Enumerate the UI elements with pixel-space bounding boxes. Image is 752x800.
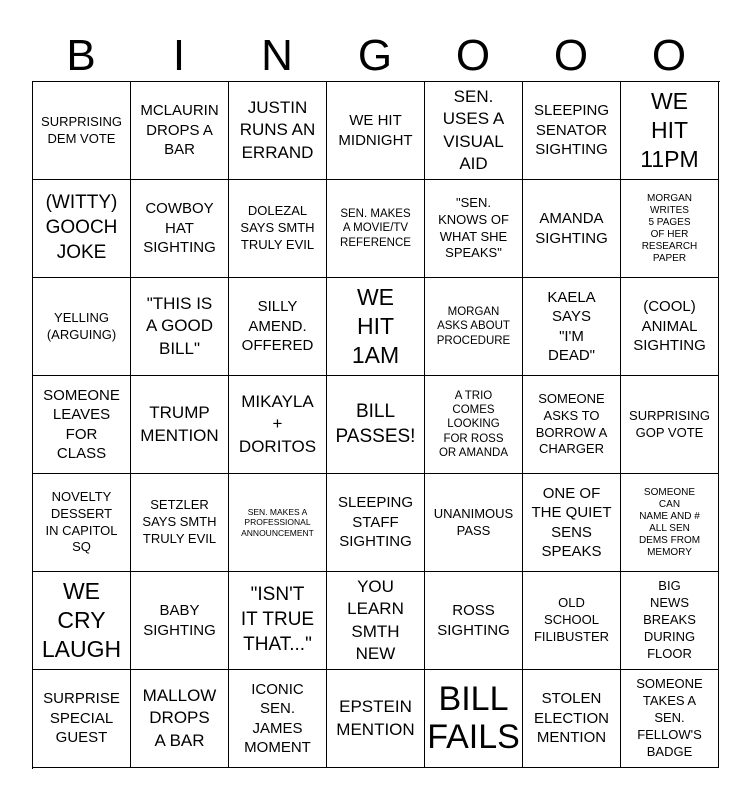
header-letter-o-3: O (651, 31, 687, 80)
bingo-cell[interactable] (33, 82, 131, 180)
cell-text: BILL FAILS (427, 680, 520, 756)
bingo-cell[interactable] (523, 572, 621, 670)
cell-text: SETZLER SAYS SMTH TRULY EVIL (142, 497, 217, 546)
bingo-cell[interactable] (33, 670, 131, 768)
bingo-cell[interactable] (425, 180, 523, 278)
cell-text: MIKAYLA + DORITOS (238, 392, 317, 456)
cell-text: MCLAURIN DROPS A BAR (140, 102, 219, 159)
cell-text: NOVELTY DESSERT IN CAPITOL SQ (45, 488, 118, 555)
bingo-cell[interactable] (327, 474, 425, 572)
cell-text: BABY SIGHTING (143, 602, 216, 639)
bingo-cell[interactable] (131, 180, 229, 278)
cell-text: SILLY AMEND. OFFERED (241, 298, 314, 355)
cell-text: SOMEONE CAN NAME AND # ALL SEN DEMS FROM MEMORY (638, 486, 701, 558)
header-letter-n: N (261, 31, 293, 80)
bingo-cell[interactable] (229, 670, 327, 768)
bingo-cell[interactable] (327, 278, 425, 376)
cell-text: AMANDA SIGHTING (535, 210, 608, 247)
cell-text: UNANIMOUS PASS (433, 505, 514, 538)
cell-text: WE HIT MIDNIGHT (338, 112, 413, 149)
bingo-cell[interactable] (33, 278, 131, 376)
bingo-cell[interactable] (327, 572, 425, 670)
cell-text: WE CRY LAUGH (41, 578, 122, 662)
header-letter-o-2: O (553, 31, 589, 80)
bingo-cell[interactable] (523, 180, 621, 278)
cell-text: STOLEN ELECTION MENTION (533, 690, 609, 747)
cell-text: "ISN'T IT TRUE THAT..." (240, 584, 315, 655)
cell-text: ICONIC SEN. JAMES MOMENT (244, 680, 311, 756)
cell-text: SOMEONE LEAVES FOR CLASS (43, 386, 120, 462)
bingo-cell[interactable] (229, 474, 327, 572)
cell-text: SEN. MAKES A MOVIE/TV REFERENCE (340, 207, 411, 249)
cell-text: WE HIT 11PM (640, 88, 699, 172)
bingo-cell[interactable] (33, 572, 131, 670)
bingo-cell[interactable] (131, 82, 229, 180)
bingo-cell[interactable] (621, 82, 719, 180)
bingo-cell[interactable] (131, 474, 229, 572)
bingo-cell[interactable] (229, 572, 327, 670)
cell-text: SLEEPING STAFF SIGHTING (337, 494, 414, 551)
cell-text: MALLOW DROPS A BAR (142, 686, 217, 750)
cell-text: YELLING (ARGUING) (46, 309, 117, 342)
bingo-cell[interactable] (229, 376, 327, 474)
cell-text: A TRIO COMES LOOKING FOR ROSS OR AMANDA (438, 389, 508, 460)
cell-text: KAELA SAYS "I'M DEAD" (547, 288, 596, 364)
cell-text: SEN. MAKES A PROFESSIONAL ANNOUNCEMENT (241, 507, 314, 538)
bingo-cell[interactable] (523, 82, 621, 180)
bingo-cell[interactable] (131, 670, 229, 768)
bingo-cell[interactable] (425, 572, 523, 670)
bingo-board (32, 81, 720, 769)
bingo-cell[interactable] (327, 180, 425, 278)
cell-text: JUSTIN RUNS AN ERRAND (239, 98, 316, 162)
bingo-cell[interactable] (131, 376, 229, 474)
bingo-cell[interactable] (425, 82, 523, 180)
cell-text: SOMEONE TAKES A SEN. FELLOW'S BADGE (636, 676, 703, 759)
cell-text: SEN. USES A VISUAL AID (442, 87, 505, 173)
bingo-cell[interactable] (327, 376, 425, 474)
cell-text: SURPRISING GOP VOTE (629, 407, 710, 440)
cell-text: TRUMP MENTION (140, 403, 219, 445)
bingo-cell[interactable] (621, 474, 719, 572)
bingo-cell[interactable] (33, 376, 131, 474)
cell-text: DOLEZAL SAYS SMTH TRULY EVIL (240, 203, 315, 252)
header-letter-b: B (66, 31, 96, 80)
bingo-cell[interactable] (327, 670, 425, 768)
bingo-cell[interactable] (523, 278, 621, 376)
cell-text: MORGAN WRITES 5 PAGES OF HER RESEARCH PAPER (641, 192, 698, 264)
cell-text: "SEN. KNOWS OF WHAT SHE SPEAKS" (438, 194, 509, 261)
bingo-cell[interactable] (621, 278, 719, 376)
bingo-cell[interactable] (425, 278, 523, 376)
bingo-cell[interactable] (621, 376, 719, 474)
bingo-cell[interactable] (621, 180, 719, 278)
bingo-cell[interactable] (229, 180, 327, 278)
bingo-cell[interactable] (523, 376, 621, 474)
bingo-cell[interactable] (621, 572, 719, 670)
cell-text: SOMEONE ASKS TO BORROW A CHARGER (535, 390, 608, 457)
bingo-cell[interactable] (131, 278, 229, 376)
bingo-cell[interactable] (33, 474, 131, 572)
bingo-cell[interactable] (523, 474, 621, 572)
cell-text: YOU LEARN SMTH NEW (347, 577, 404, 663)
cell-text: MORGAN ASKS ABOUT PROCEDURE (436, 305, 511, 347)
cell-text: "THIS IS A GOOD BILL" (145, 294, 214, 358)
bingo-cell[interactable] (621, 670, 719, 768)
cell-text: OLD SCHOOL FILIBUSTER (533, 595, 610, 644)
bingo-cell[interactable] (229, 82, 327, 180)
cell-text: BILL PASSES! (335, 400, 416, 447)
bingo-cell[interactable] (425, 474, 523, 572)
header-letter-i: I (172, 31, 186, 80)
cell-text: ROSS SIGHTING (437, 602, 510, 639)
cell-text: SLEEPING SENATOR SIGHTING (533, 102, 610, 159)
bingo-cell[interactable] (33, 180, 131, 278)
bingo-cell[interactable] (229, 278, 327, 376)
cell-text: WE HIT 1AM (351, 284, 400, 368)
bingo-header (32, 30, 718, 82)
cell-text: BIG NEWS BREAKS DURING FLOOR (643, 578, 696, 661)
header-letter-o-1: O (455, 31, 491, 80)
header-letter-g: G (357, 31, 393, 80)
cell-text: COWBOY HAT SIGHTING (143, 200, 216, 257)
cell-text: EPSTEIN MENTION (336, 697, 415, 739)
bingo-cell[interactable] (131, 572, 229, 670)
bingo-cell[interactable] (327, 82, 425, 180)
cell-text: (COOL) ANIMAL SIGHTING (633, 298, 706, 355)
bingo-cell[interactable] (523, 670, 621, 768)
cell-text: SURPRISE SPECIAL GUEST (43, 690, 120, 747)
cell-text: ONE OF THE QUIET SENS SPEAKS (531, 484, 612, 560)
cell-text: SURPRISING DEM VOTE (41, 113, 122, 146)
bingo-cell[interactable] (425, 670, 523, 768)
bingo-cell[interactable] (425, 376, 523, 474)
cell-text: (WITTY) GOOCH JOKE (45, 192, 118, 263)
